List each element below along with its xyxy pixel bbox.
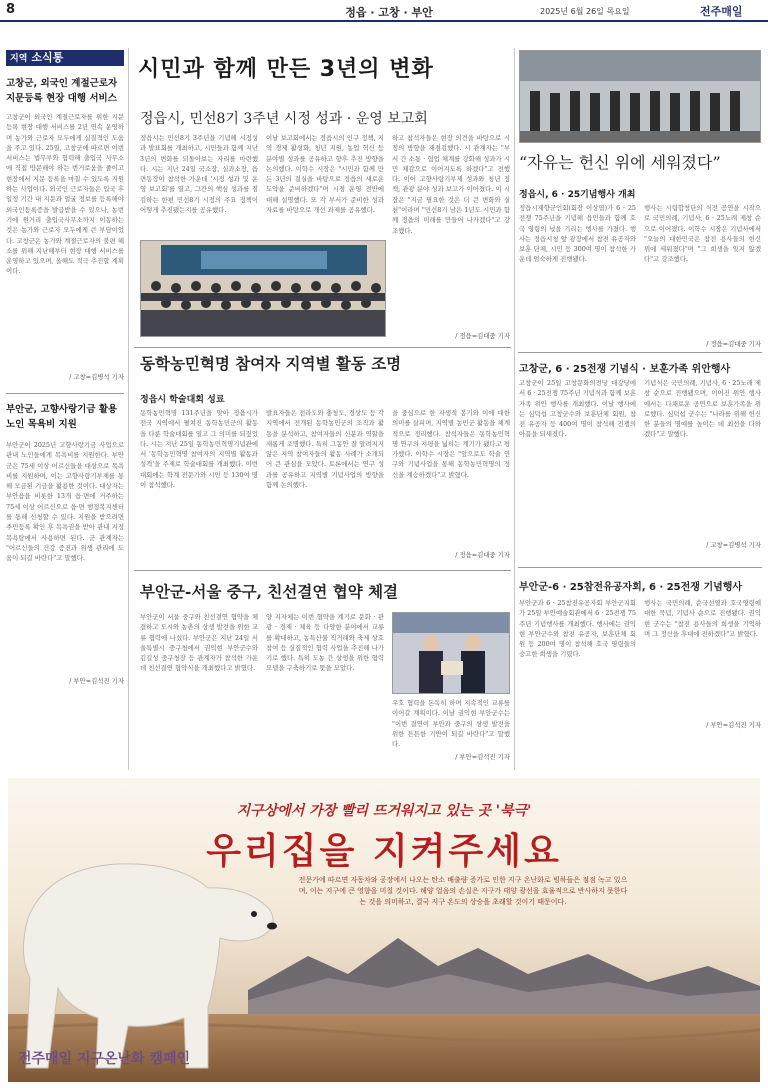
climate-ad [8,778,760,1082]
article-body: 정읍시재향군인회(회장 이상엽)가 6 · 25전쟁 75주년을 기념해 읍민들과 함께 호국 영령의 넋을 기리는 행사를 가졌다. 행사는 정읍시청 앞 광장에서 참전 유공자와 보훈 단체, 시민 등 300여 명이 참석한 가운데 엄숙하게 진행됐다. [519,204,636,264]
headline: 고창군, 6 · 25전쟁 기념식 · 보훈가족 위안행사 [519,364,731,375]
article-body: 기념식은 국민의례, 기념사, 6 · 25노래 제창 순으로 진행됐으며, 이어진 위안 행사에서는 다채로운 공연으로 보훈가족을 위로했다. 심덕섭 군수는 "나라를 위해 헌신한 분들의 명예를 높이는 데 최선을 다하겠다"고 말했다. [644,379,761,439]
byline: / 부안=김석진 기자 [455,753,510,761]
ad-tagline: 지구상에서 가장 빨리 뜨거워지고 있는 곳 '북극' [236,803,532,819]
byline: / 부안=김석진 기자 [706,721,761,729]
story [519,378,761,556]
brief-body: 부안군이 2025년 고향사랑기금 사업으로 관내 노인들에게 목욕비를 지원한다. 부안군은 75세 이상 어르신들을 대상으로 목욕비를 지원하며, 이는 고향사랑기부제를 통해 모금된 기금을 활용한 것이다. 대상자는 부안읍을 비롯한 13개 읍·면에 거주하는 75세 이상 어르신으로 읍·면 행정복지센터를 통해 신청할 수 있다. 지원을 받으려면 주민등록 확인 후 목욕권을 받아 관내 지정 목욕탕에서 사용하면 된다. 군 관계자는 "어르신들의 건강 증진과 위생 관리에 도움이 되길 바란다"고 말했다. [6,441,124,563]
page-number: 8 [6,2,16,17]
byline: / 부안=김석진 기자 [69,677,124,685]
byline: / 정읍=김대중 기자 [455,551,510,559]
pull-quote: “자유는 헌신 위에 세워졌다” [519,153,721,172]
article-body: 부안군과 6 · 25참전유공자회 부안군지회가 25일 부안예술회관에서 6 · 25전쟁 75주년 기념행사를 개최했다. 행사에는 권익현 부안군수와 참전 유공자, 보훈단체 회원 등 200여 명이 참석해 호국 영령들의 숭고한 희생을 기렸다. [519,599,636,659]
brief-headline: 부안군, 고향사랑기금 활용 노인 목욕비 지원 [6,404,118,430]
byline: / 정읍=김대중 기자 [455,332,510,340]
byline: / 정읍=김대중 기자 [706,340,761,348]
story [519,598,761,758]
ad-signature: 전주매일 지구온난화 캠페인 [18,1051,191,1067]
story [140,408,510,559]
subheadline: 정읍시 학술대회 성료 [140,395,225,405]
brief-headline: 고창군, 외국인 계절근로자 지문등록 현장 대행 서비스 [6,78,118,104]
ad-headline: 우리집을 지켜주세요 [206,831,562,872]
headline: 동학농민혁명 참여자 지역별 활동 조명 [140,354,402,373]
article-body: 발표자들은 전라도와 충청도, 경상도 등 각 지역에서 전개된 동학농민군의 조직과 활동을 분석하고, 참여자들의 신분과 역할을 새롭게 조명했다. 특히 그동안 잘 알려지지 않은 지역 참여자들의 활동 사례가 소개되어 큰 관심을 모았다. 토론에서는 연구 성과를 공유하고 지역별 기념사업의 방향을 함께 논의했다. [266,409,384,490]
byline: / 고창=김병석 기자 [706,541,761,549]
divider [134,570,511,571]
story [519,203,761,348]
divider [518,352,762,353]
article-body: 행사는 국민의례, 순국선열과 호국영령에 대한 묵념, 기념사 순으로 진행됐다. 권익현 군수는 "참전 용사들의 희생을 기억하며 그 정신을 후대에 전하겠다"고 밝혔다. [644,599,761,638]
group-photo [140,240,386,337]
column-rule [514,48,515,770]
subheadline: 정읍시, 6 · 25기념행사 개최 [519,190,636,200]
article-body: 고창군이 25일 고창문화의전당 대강당에서 6 · 25전쟁 75주년 기념식과 함께 보훈가족 위안 행사를 개최했다. 이날 행사에는 심덕섭 고창군수와 보훈단체 회원, 참전 유공자 등 400여 명이 참석해 전쟁의 아픔을 되새겼다. [519,379,636,439]
column-rule [128,48,129,770]
masthead: 전주매일 [700,5,743,18]
article-body: 행사는 시립합창단의 식전 공연을 시작으로 국민의례, 기념사, 6 · 25노래 제창 순으로 이어졌다. 이학수 시장은 기념사에서 "오늘의 대한민국은 참전 용사들의 헌신 위에 세워졌다"며 "그 희생을 잊지 않겠다"고 강조했다. [644,204,761,264]
byline: / 고창=김병석 기자 [69,373,124,381]
lead-subheadline: 정읍시, 민선8기 3주년 시정 성과 · 운영 보고회 [140,111,428,127]
article-body: 동학농민혁명 131주년을 맞아 정읍시가 전국 지역에서 펼쳐진 동학농민군의 활동을 다룬 학술대회를 열고 그 의미를 되짚었다. 시는 지난 25일 동학농민혁명기념관에서 '동학농민혁명 참여자의 지역별 활동과 성격'을 주제로 학술대회를 개최했다. 이번 대회에는 학계 전문가와 시민 등 130여 명이 참석했다. [140,409,258,490]
article-body: 정읍시는 민선8기 3주년을 기념해 시정성과 발표회를 개최하고, 시민들과 함께 지난 3년의 변화를 되돌아보는 자리를 마련했다. 시는 지난 24일 국소장, 실과소장, 읍면동장이 참석한 가운데 '시정 성과 및 운영 보고회'를 열고, 그간의 핵심 성과를 점검하는 한편 민선8기 시정의 주요 정책이 어떻게 추진됐는지를 공유했다. [140,134,258,215]
article-body: 하고 참석자들은 현장 의견을 바탕으로 시정의 방향을 재점검했다. 시 관계자는 "부서 간 소통 · 협업 체계를 강화해 성과가 시민 체감으로 이어지도록 하겠다"고 전했다. 이어 고향사랑기부제 성과와 청년 정책, 관광 분야 성과 보고가 이어졌다. 이 시장은 "지금 필요한 것은 더 큰 변화와 실천"이라며 "민선8기 남은 1년도 시민과 함께 정읍의 미래를 만들어 나가겠다"고 강조했다. [392,134,510,235]
header-rule [0,20,768,22]
issue-date: 2025년 6월 26일 목요일 [540,7,630,16]
headline: 부안군-서울 중구, 친선결연 협약 체결 [140,582,399,601]
article-body: 우호 협력을 돈독히 하며 지속적인 교류를 이어갈 계획이다. 이날 권익현 부안군수는 "이번 결연이 부안과 중구의 상생 발전을 위한 튼튼한 기반이 되길 바란다"고 말했다. [392,699,510,749]
headline: 부안군-6 · 25참전유공자회, 6 · 25전쟁 기념행사 [519,582,743,593]
signing-photo [392,612,510,694]
brief-body: 고창군이 외국인 계절근로자를 위한 지문등록 현장 대행 서비스를 2년 연속 운영하며 농가와 근로자 모두에게 실질적인 도움을 주고 있다. 25일, 고창군에 따르면 이번 서비스는 법무부와 협력해 출입국 사무소에 직접 방문해야 하는 번거로움을 줄이고 현장에서 지문 등록을 마칠 수 있도록 지원하는 사업이다. 외국인 근로자들은 입국 후 일정 기간 내 지문과 얼굴 정보를 등록해야 외국인등록증을 발급받을 수 있으나, 농번기에 원거리 출입국사무소까지 이동하는 것은 농가와 근로자 모두에게 큰 부담이었다. 고창군은 농가와 계절근로자의 불편 해소를 위해 지난해부터 현장 대행 서비스를 운영하고 있으며, 올해도 적극 추진할 계획이다. [6,113,124,276]
divider [6,393,124,394]
divider [134,347,511,348]
lead-headline: 시민과 함께 만든 3년의 변화 [138,57,434,82]
divider [518,567,762,568]
article-body: 양 지자체는 이번 협약을 계기로 문화 · 관광 · 경제 · 체육 등 다양한 분야에서 교류를 확대하고, 농특산물 직거래와 축제 상호 참여 등 실질적인 협력 사업을 추진해 나가기로 했다. 특히 도농 간 상생을 위한 협력 모델을 구축하기로 뜻을 모았다. [266,613,384,673]
ceremony-photo [519,50,761,143]
article-body: 부안군이 서울 중구와 친선결연 협약을 체결하고 도시와 농촌의 상생 발전을 위한 교류 협력에 나섰다. 부안군은 지난 24일 서울특별시 중구청에서 권익현 부안군수와 김길성 중구청장 등 관계자가 참석한 가운데 친선결연 협약식을 개최했다고 밝혔다. [140,613,258,673]
section-title: 정읍 · 고창 · 부안 [345,6,433,19]
ad-body: 전문가에 따르면 자동차와 공장에서 나오는 탄소 배출량 증가로 인한 지구 온난화로 빙하들은 점점 녹고 있으며, 이는 지구에 큰 영향을 미칠 것이다. 해양 얼음의 손실은 지구가 태양 광선을 효율적으로 반사하지 못한다는 것을 의미하고, 결국 지구 온도의 상승을 초래할 것이기 때문이다. [298,876,628,906]
section-tag: 지역 소식통 [6,50,124,66]
left-column [6,50,124,685]
article-body: 이날 보고회에서는 정읍시의 인구 정책, 지역 경제 활성화, 청년 지원, 농업 혁신 등 분야별 성과를 공유하고 향후 추진 방향을 논의했다. 이학수 시장은 "시민과 함께 만든 3년의 결실을 바탕으로 정읍의 새로운 도약을 준비하겠다"며 시정 운영 전반에 대해 설명했다. 또 각 부서가 준비한 성과 자료를 바탕으로 개선 과제를 공유했다. [266,134,384,215]
article-body: 을 중심으로 한 자생적 봉기와 이에 대한 의미를 살피며, 지역별 농민군 활동을 체계적으로 정리했다. 참석자들은 동학농민혁명 연구의 지평을 넓히는 계기가 됐다고 평가했다. 이학수 시장은 "앞으로도 학술 연구와 기념사업을 통해 동학농민혁명의 정신을 계승하겠다"고 밝혔다. [392,409,510,479]
